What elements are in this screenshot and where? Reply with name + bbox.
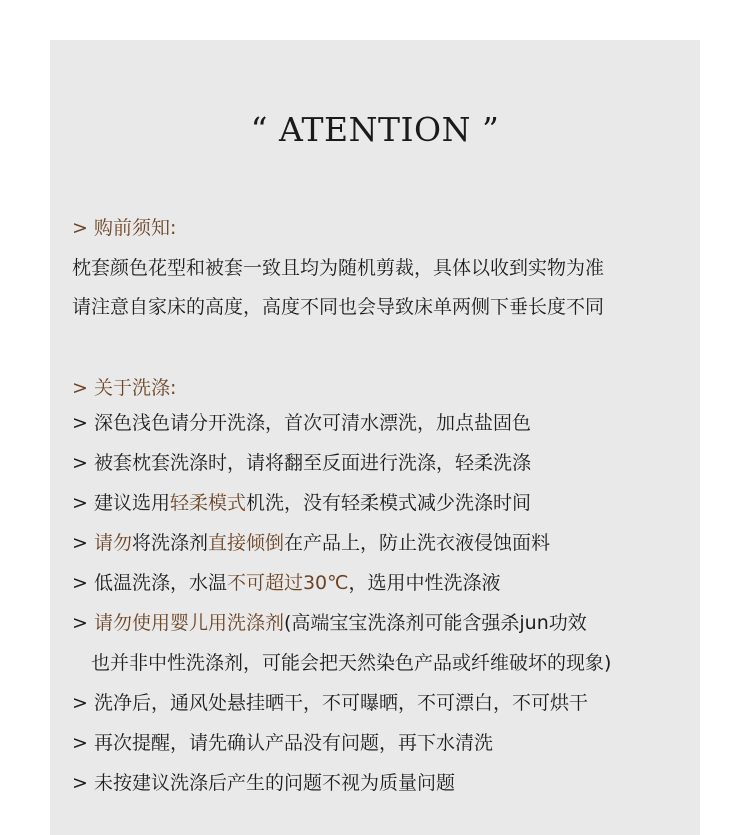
line-text: > — [72, 532, 94, 554]
highlight-text: 直接倾倒 — [208, 532, 285, 554]
washing-line: > 再次提醒，请先确认产品没有问题，再下水清洗 — [72, 732, 493, 754]
line-text: > 建议选用 — [72, 492, 170, 514]
washing-line: > 深色浅色请分开洗涤，首次可清水漂洗，加点盐固色 — [72, 412, 531, 434]
washing-line: > 洗净后，通风处悬挂晒干，不可曝晒，不可漂白，不可烘干 — [72, 692, 588, 714]
page-title: “ ATENTION ” — [250, 110, 500, 149]
highlight-text: 请勿 — [93, 532, 132, 554]
washing-line: > 未按建议洗涤后产生的问题不视为质量问题 — [72, 772, 455, 794]
line-text: 机洗，没有轻柔模式减少洗涤时间 — [245, 492, 531, 514]
washing-heading: > 关于洗涤: — [72, 377, 177, 399]
washing-line — [72, 610, 587, 636]
line-text: ，选用中性洗涤液 — [348, 572, 501, 594]
washing-line-continuation: 也并非中性洗涤剂，可能会把天然染色产品或纤维破坏的现象) — [91, 652, 612, 674]
highlight-text: 轻柔模式 — [169, 492, 246, 514]
washing-line — [72, 490, 531, 516]
line-text: (高端宝宝洗涤剂可能含强杀jun功效 — [283, 612, 587, 634]
line-text: 在产品上，防止洗衣液侵蚀面料 — [284, 532, 551, 554]
line-text: > — [72, 612, 94, 634]
washing-line — [72, 530, 550, 556]
purchase-heading: > 购前须知: — [72, 217, 177, 239]
line-text: 将洗涤剂 — [131, 532, 208, 554]
line-text: > 低温洗涤，水温 — [72, 572, 227, 594]
highlight-text: 请勿使用婴儿用洗涤剂 — [93, 612, 284, 634]
purchase-line: 枕套颜色花型和被套一致且均为随机剪裁，具体以收到实物为准 — [72, 257, 605, 279]
highlight-text: 不可超过30℃ — [226, 572, 349, 594]
purchase-line: 请注意自家床的高度，高度不同也会导致床单两侧下垂长度不同 — [72, 296, 605, 318]
washing-line — [72, 570, 501, 596]
washing-line: > 被套枕套洗涤时，请将翻至反面进行洗涤，轻柔洗涤 — [72, 452, 531, 474]
